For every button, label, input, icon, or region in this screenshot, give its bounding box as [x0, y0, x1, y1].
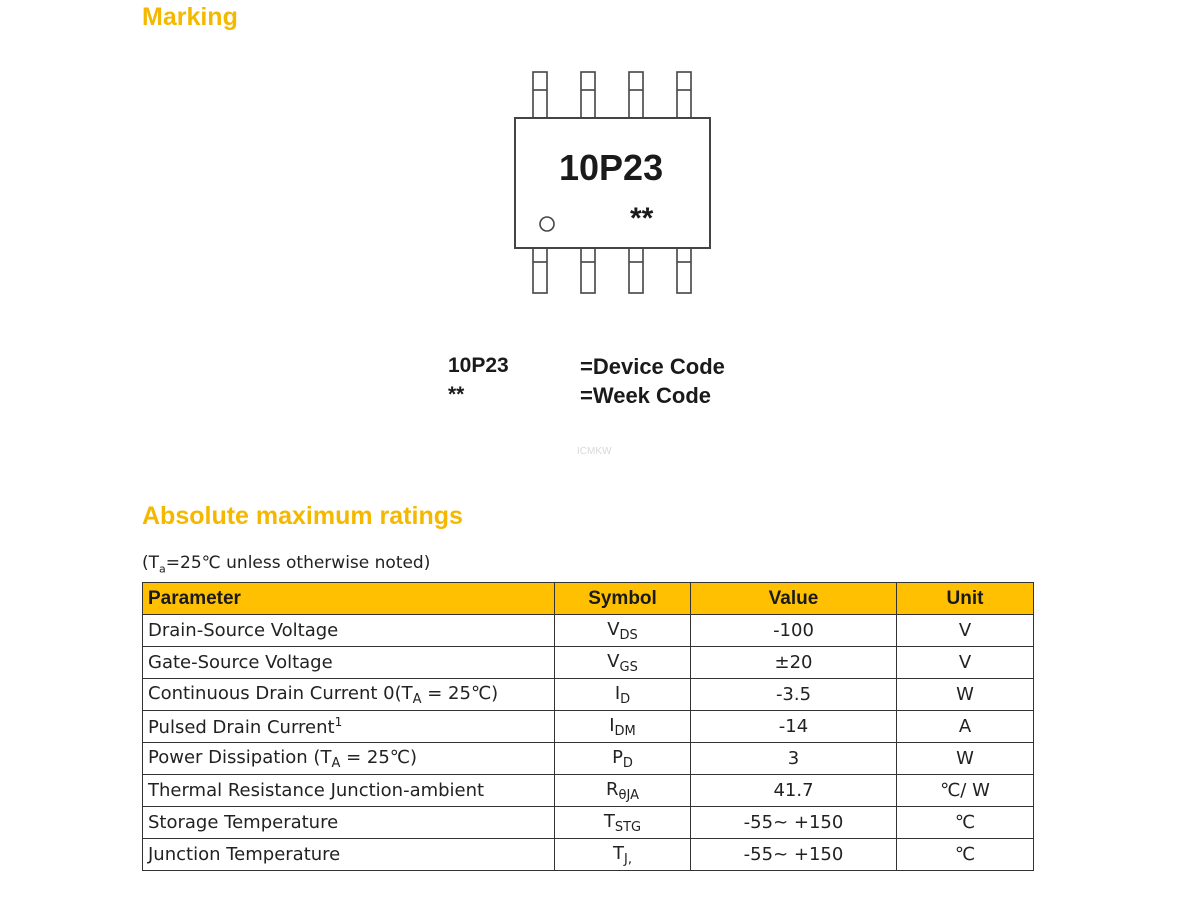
chip-marking-diagram	[510, 70, 715, 298]
symbol-letter: I	[609, 714, 615, 736]
legend-code: 10P23	[448, 354, 509, 377]
cell-unit: W	[897, 743, 1034, 775]
symbol-letter: T	[613, 842, 625, 864]
symbol-letter: V	[607, 650, 620, 672]
chip-pin	[677, 72, 691, 118]
chip-pin	[533, 72, 547, 118]
cell-unit: A	[897, 711, 1034, 743]
cell-value: -14	[691, 711, 897, 743]
table-body	[143, 615, 1034, 871]
note-suffix: =25℃ unless otherwise noted)	[165, 553, 431, 573]
table-row	[143, 807, 1034, 839]
cell-parameter	[143, 615, 555, 647]
cell-parameter	[143, 775, 555, 807]
header-symbol: Symbol	[555, 583, 691, 615]
header-value: Value	[691, 583, 897, 615]
table-row	[143, 679, 1034, 711]
header-parameter: Parameter	[143, 583, 555, 615]
chip-pin	[581, 72, 595, 118]
chip-bottom-pins	[533, 248, 691, 293]
cell-unit: V	[897, 615, 1034, 647]
cell-unit: V	[897, 647, 1034, 679]
chip-pin	[581, 248, 595, 293]
cell-symbol	[555, 775, 691, 807]
cell-value: -55~ +150	[691, 839, 897, 871]
chip-pin	[629, 248, 643, 293]
param-subscript: A	[412, 691, 422, 707]
symbol-letter: R	[606, 778, 619, 800]
watermark: ICMKW	[577, 446, 612, 457]
cell-symbol	[555, 743, 691, 775]
chip-device-code: 10P23	[559, 147, 664, 188]
cell-value: -3.5	[691, 679, 897, 711]
cell-symbol	[555, 711, 691, 743]
legend-description: =Week Code	[580, 383, 712, 408]
cell-parameter	[143, 743, 555, 775]
header-unit: Unit	[897, 583, 1034, 615]
table-row	[143, 711, 1034, 743]
note-subscript: a	[159, 562, 166, 576]
param-text: Storage Temperature	[148, 812, 339, 833]
param-text: Continuous Drain Current 0(T	[148, 682, 413, 704]
cell-parameter	[143, 839, 555, 871]
cell-parameter	[143, 679, 555, 711]
cell-symbol	[555, 839, 691, 871]
param-text-after: = 25℃)	[340, 746, 418, 768]
marking-title: Marking	[142, 3, 238, 31]
symbol-subscript: DS	[619, 627, 638, 643]
ratings-title: Absolute maximum ratings	[142, 502, 463, 530]
symbol-letter: T	[603, 810, 615, 832]
cell-symbol	[555, 679, 691, 711]
ratings-table	[142, 582, 1034, 871]
cell-parameter	[143, 711, 555, 743]
chip-pin	[629, 72, 643, 118]
table-header-row	[143, 583, 1034, 615]
legend-code: **	[448, 383, 465, 406]
cell-symbol	[555, 615, 691, 647]
note-prefix: (T	[142, 553, 160, 573]
cell-parameter	[143, 647, 555, 679]
symbol-letter: P	[612, 746, 623, 768]
cell-parameter	[143, 807, 555, 839]
table-row	[143, 743, 1034, 775]
cell-value: 3	[691, 743, 897, 775]
param-text: Thermal Resistance Junction-ambient	[148, 780, 485, 801]
param-text: Drain-Source Voltage	[148, 620, 339, 641]
symbol-subscript: J,	[624, 851, 632, 867]
table-row	[143, 839, 1034, 871]
cell-value: 41.7	[691, 775, 897, 807]
param-text-after: = 25℃)	[421, 682, 499, 704]
cell-value: -55~ +150	[691, 807, 897, 839]
param-subscript: A	[331, 755, 341, 771]
param-text: Gate-Source Voltage	[148, 652, 333, 673]
cell-unit: ℃	[897, 839, 1034, 871]
cell-symbol	[555, 647, 691, 679]
legend-description: =Device Code	[580, 354, 725, 379]
cell-value: ±20	[691, 647, 897, 679]
pin1-marker-icon	[540, 217, 554, 231]
symbol-subscript: DM	[614, 723, 636, 739]
symbol-letter: V	[607, 618, 620, 640]
cell-symbol	[555, 807, 691, 839]
cell-unit: ℃	[897, 807, 1034, 839]
cell-unit: W	[897, 679, 1034, 711]
chip-pin	[533, 248, 547, 293]
table-row	[143, 615, 1034, 647]
param-text: Junction Temperature	[148, 844, 341, 865]
symbol-subscript: D	[622, 755, 633, 771]
param-text: Power Dissipation (T	[148, 746, 332, 768]
symbol-subscript: θJA	[618, 787, 639, 803]
chip-top-pins	[533, 72, 691, 118]
symbol-letter: I	[614, 682, 621, 704]
table-row	[143, 775, 1034, 807]
table-row	[143, 647, 1034, 679]
cell-unit: ℃/ W	[897, 775, 1034, 807]
chip-week-code: **	[630, 202, 654, 235]
symbol-subscript: GS	[619, 659, 638, 675]
param-superscript: 1	[334, 715, 343, 729]
symbol-subscript: STG	[614, 819, 642, 835]
conditions-note	[142, 553, 430, 575]
cell-value: -100	[691, 615, 897, 647]
param-text: Pulsed Drain Current	[148, 717, 335, 738]
chip-pin	[677, 248, 691, 293]
symbol-subscript: D	[620, 691, 631, 707]
